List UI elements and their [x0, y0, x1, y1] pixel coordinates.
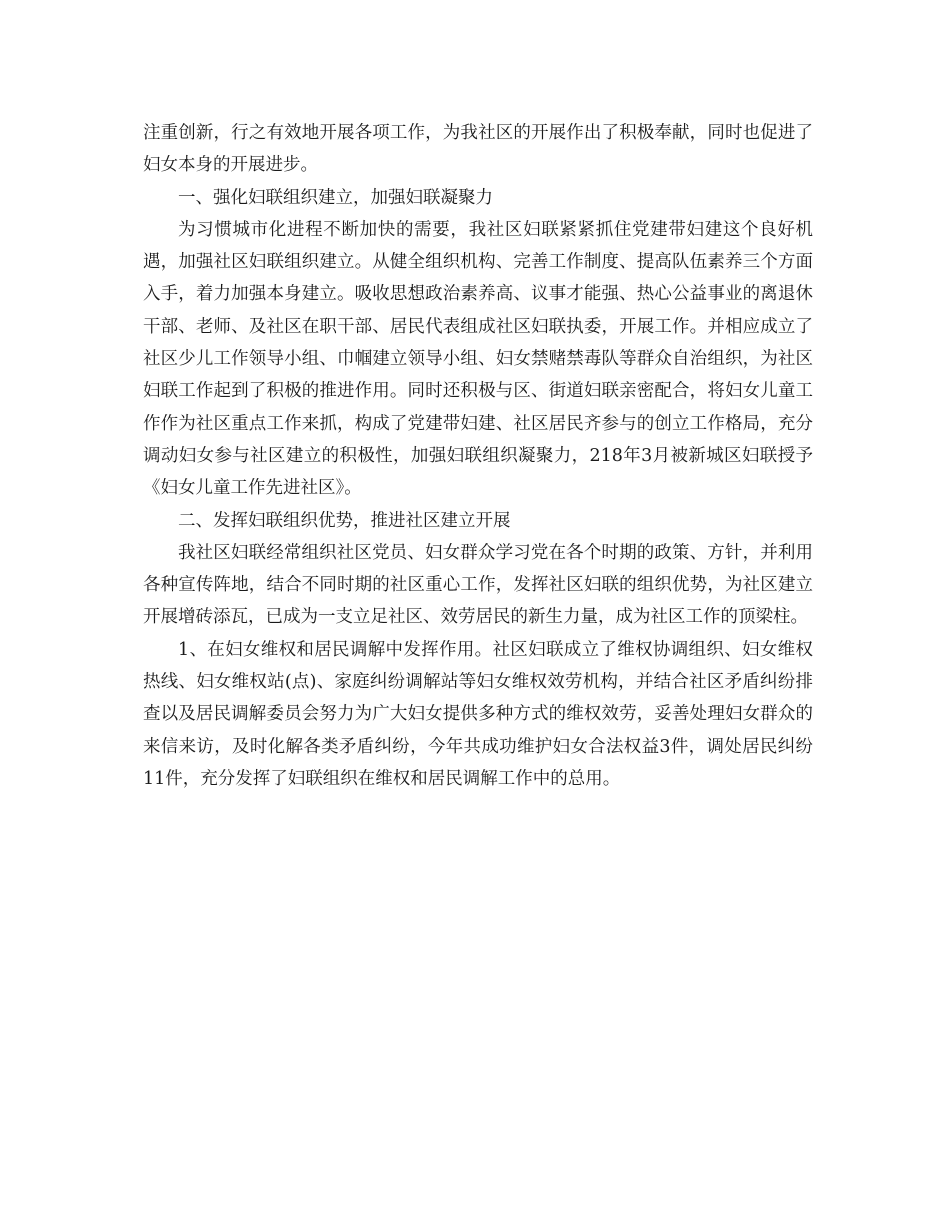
section-heading-1: 一、强化妇联组织建立，加强妇联凝聚力 — [178, 187, 493, 208]
paragraph-section-1: 为习惯城市化进程不断加快的需要，我社区妇联紧紧抓住党建带妇建这个良好机遇，加强社区妇联组织建立。从健全组织机构、完善工作制度、提高队伍素养三个方面入手，着力加强本身建立。吸收思想政治素养高、议事才能强、热心公益事业的离退休干部、老师、及社区在职干部、居民代表组成社区妇联执委，开展工作。并相应成立了社区少儿工作领导小组、巾帼建立领导小组、妇女禁赌禁毒队等群众自治组织，为社区妇联工作起到了积极的推进作用。同时还积极与区、街道妇联亲密配合，将妇女儿童工作作为社区重点工作来抓，构成了党建带妇建、社区居民齐参与的创立工作格局，充分调动妇女参与社区建立的积极性，加强妇联组织凝聚力，218年3月被新城区妇联授予《妇女儿童工作先进社区》。 — [143, 219, 813, 499]
paragraph-section-2: 我社区妇联经常组织社区党员、妇女群众学习党在各个时期的政策、方针，并利用各种宣传阵地，结合不同时期的社区重心工作，发挥社区妇联的组织优势，为社区建立开展增砖添瓦，已成为一支立足社区、效劳居民的新生力量，成为社区工作的顶梁柱。 — [143, 542, 813, 628]
paragraph-item-1: 1、在妇女维权和居民调解中发挥作用。社区妇联成立了维权协调组织、妇女维权热线、妇女维权站(点)、家庭纠纷调解站等妇女维权效劳机构，并结合社区矛盾纠纷排查以及居民调解委员会努力为广大妇女提供多种方式的维权效劳，妥善处理妇女群众的来信来访，及时化解各类矛盾纠纷，今年共成功维护妇女合法权益3件，调处居民纠纷11件，充分发挥了妇联组织在维权和居民调解工作中的总用。 — [143, 639, 813, 789]
section-heading-2: 二、发挥妇联组织优势，推进社区建立开展 — [178, 510, 511, 531]
paragraph-intro-continuation: 注重创新，行之有效地开展各项工作，为我社区的开展作出了积极奉献，同时也促进了妇女本身的开展进步。 — [143, 123, 813, 176]
document-body — [143, 117, 813, 795]
